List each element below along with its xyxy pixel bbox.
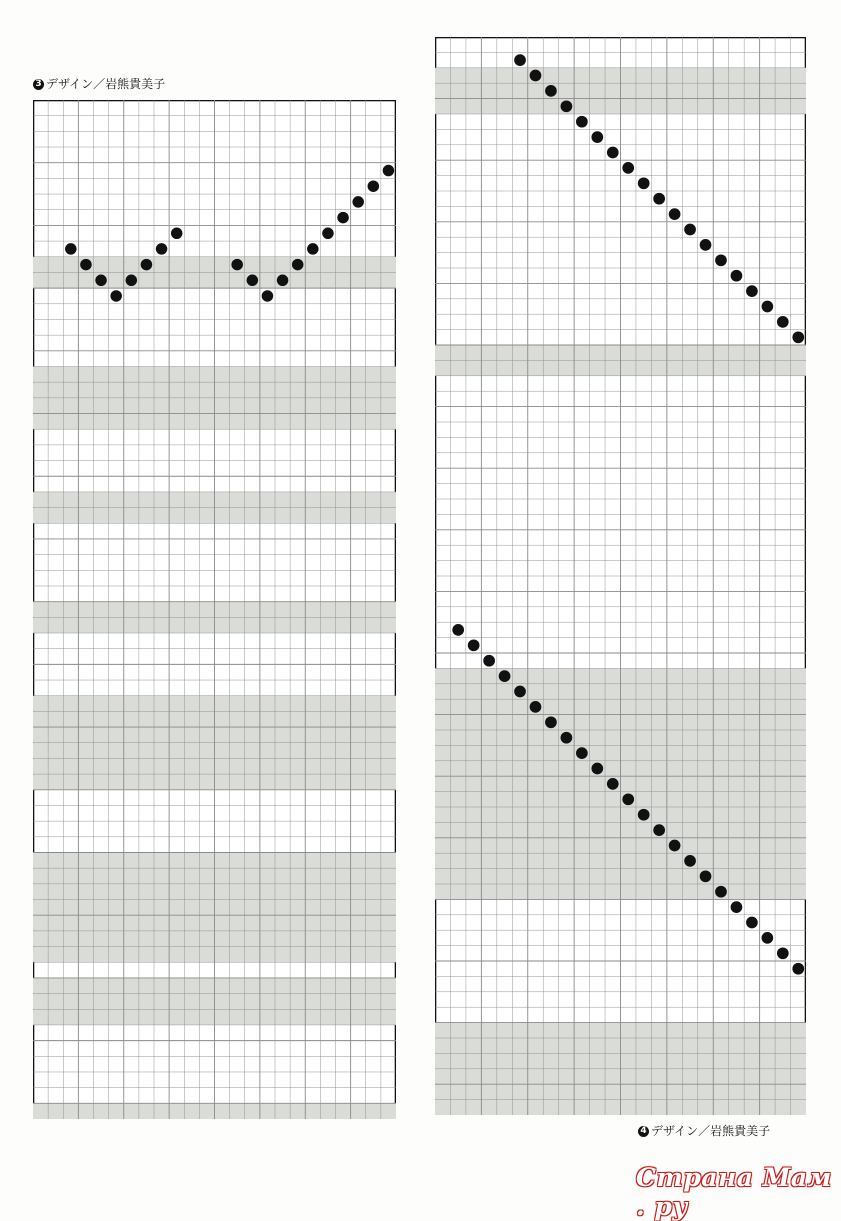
- stitch-dot: [700, 239, 712, 251]
- stitch-dot: [762, 932, 774, 944]
- stitch-dot: [700, 870, 712, 882]
- stitch-dot: [95, 275, 106, 286]
- stitch-dot: [762, 301, 774, 313]
- stitch-dot: [292, 259, 303, 270]
- stitch-dot: [669, 840, 681, 852]
- stitch-dot: [80, 259, 91, 270]
- stitch-dot: [322, 228, 333, 239]
- stitch-dot: [65, 243, 76, 254]
- stitch-dot: [247, 275, 258, 286]
- stitch-dot: [530, 701, 542, 713]
- number-badge-3: 3: [33, 79, 44, 90]
- stitch-dot: [231, 259, 242, 270]
- stitch-dot: [715, 254, 727, 266]
- stitch-dot: [561, 732, 573, 744]
- stitch-dot: [307, 243, 318, 254]
- design-caption-3: [33, 77, 165, 91]
- stitch-dot: [352, 196, 363, 207]
- stitch-dot: [622, 162, 634, 174]
- stitch-dot: [607, 147, 619, 159]
- stitch-dot: [452, 624, 464, 636]
- stitch-dot: [746, 917, 758, 929]
- site-watermark: Страна Мам . ру: [636, 1163, 832, 1221]
- stitch-dot: [483, 655, 495, 667]
- stitch-dot: [368, 180, 379, 191]
- stitch-dot: [277, 275, 288, 286]
- stitch-dot: [576, 116, 588, 128]
- stitch-dot: [591, 131, 603, 143]
- stitch-dot: [383, 165, 394, 176]
- stitch-dot: [731, 270, 743, 282]
- stitch-dot: [156, 243, 167, 254]
- stitch-dot: [337, 212, 348, 223]
- stitch-dot: [684, 224, 696, 236]
- stitch-dot: [545, 85, 557, 97]
- knitting-chart-3: [33, 100, 396, 1119]
- stitch-dot: [746, 285, 758, 297]
- stitch-dot: [110, 290, 121, 301]
- knitting-chart-4: [435, 37, 806, 1115]
- designer-credit-left: デザイン／岩熊貴美子: [46, 77, 166, 91]
- stitch-dot: [715, 886, 727, 898]
- stitch-dot: [622, 793, 634, 805]
- stitch-dot: [545, 716, 557, 728]
- stitch-dot: [591, 763, 603, 775]
- stitch-dot: [638, 809, 650, 821]
- stitch-dot: [126, 275, 137, 286]
- stitch-dot: [792, 331, 804, 343]
- stitch-dot: [576, 747, 588, 759]
- stitch-dot: [262, 290, 273, 301]
- design-caption-4: [638, 1124, 770, 1138]
- stitch-dot: [684, 855, 696, 867]
- stitch-dot: [653, 824, 665, 836]
- stitch-dot: [514, 54, 526, 66]
- stitch-dot: [468, 639, 480, 651]
- stitch-dot: [638, 177, 650, 189]
- designer-credit-right: デザイン／岩熊貴美子: [651, 1124, 771, 1138]
- stitch-dot: [561, 100, 573, 112]
- stitch-dot: [669, 208, 681, 220]
- number-badge-4: 4: [638, 1126, 649, 1137]
- stitch-dot: [530, 70, 542, 82]
- stitch-dot: [141, 259, 152, 270]
- stitch-dot: [514, 686, 526, 698]
- stitch-dot: [792, 963, 804, 975]
- stitch-dot: [499, 670, 511, 682]
- stitch-dot: [777, 316, 789, 328]
- stitch-dot: [171, 228, 182, 239]
- stitch-dot: [653, 193, 665, 205]
- stitch-dot: [777, 947, 789, 959]
- stitch-dot: [607, 778, 619, 790]
- stitch-dot: [731, 901, 743, 913]
